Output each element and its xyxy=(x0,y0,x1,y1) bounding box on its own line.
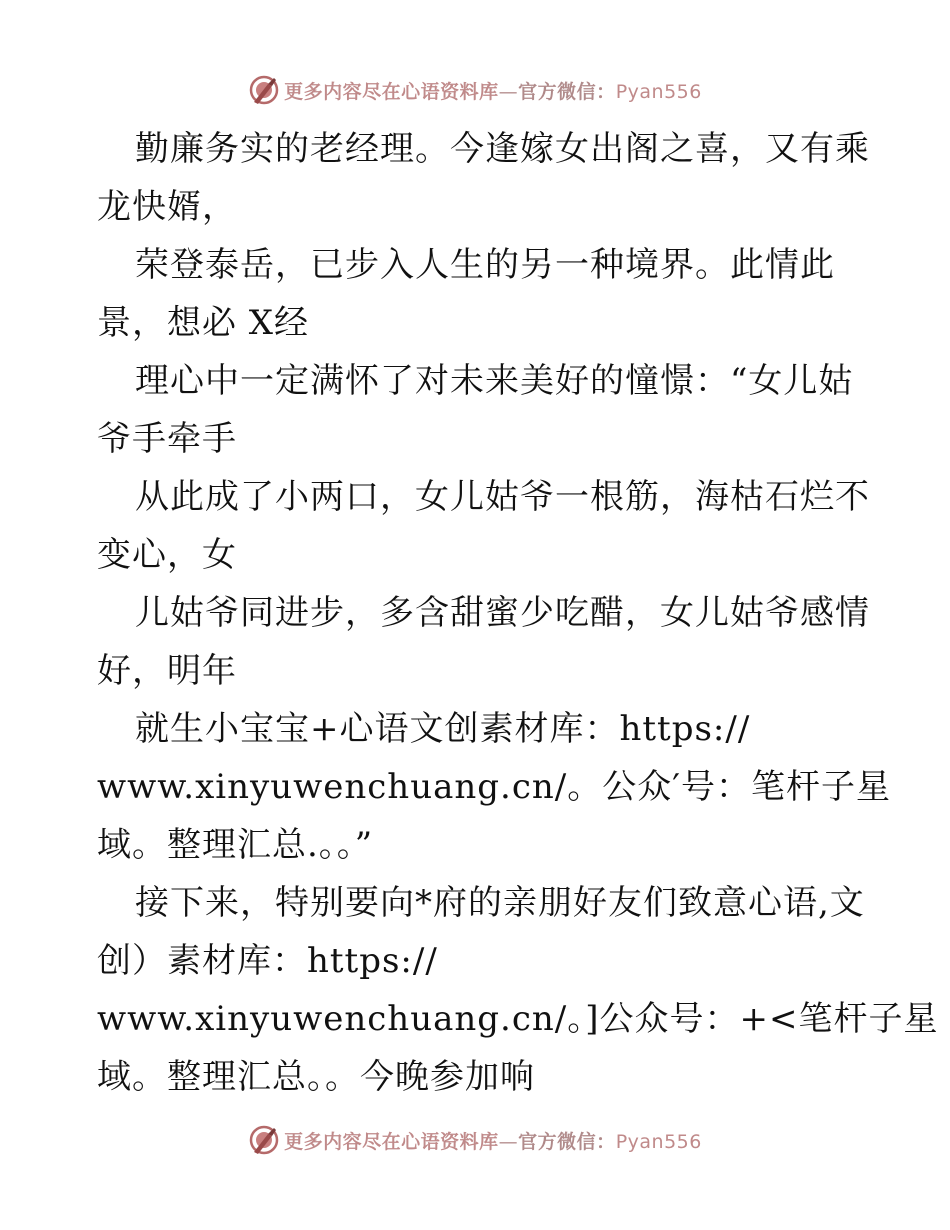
text-line: 龙快婿， xyxy=(97,187,237,227)
header-banner-text: 更多内容尽在心语资料库—官方微信：Pyan556 xyxy=(284,80,702,103)
text-line: 荣登泰岳，已步入人生的另一种境界。此情此 xyxy=(135,245,835,285)
text-line: 儿姑爷同进步，多含甜蜜少吃醋，女儿姑爷感情 xyxy=(135,593,870,633)
text-line: 从此成了小两口，女儿姑爷一根筋，海枯石烂不 xyxy=(135,477,870,517)
text-line: 接下来，特别要向*府的亲朋好友们致意心语,文 xyxy=(135,883,865,923)
text-line: 勤廉务实的老经理。今逢嫁女出阁之喜，又有乘 xyxy=(135,129,870,169)
header-banner xyxy=(0,70,950,110)
text-line: 变心，女 xyxy=(97,535,237,575)
text-line: www.xinyuwenchuang.cn/。公众′号：笔杆子星 xyxy=(97,767,891,807)
pen-logo-icon xyxy=(248,1124,280,1156)
text-line: 好，明年 xyxy=(97,651,237,691)
footer-banner-text: 更多内容尽在心语资料库—官方微信：Pyan556 xyxy=(284,1130,702,1153)
document-body xyxy=(97,120,939,1106)
pen-logo-icon xyxy=(248,74,280,106)
text-line: 景，想必 X经 xyxy=(97,303,310,343)
footer-banner xyxy=(0,1120,950,1160)
text-line: 爷手牵手 xyxy=(97,419,237,459)
text-line: 域。整理汇总.。。” xyxy=(97,825,374,865)
text-line: 创）素材库：https:// xyxy=(97,941,438,981)
text-line: 域。整理汇总。。今晚参加响 xyxy=(97,1057,535,1097)
text-line: 理心中一定满怀了对未来美好的憧憬：“女儿姑 xyxy=(135,361,854,401)
text-line: 就生小宝宝+心语文创素材库：https:// xyxy=(135,709,751,749)
text-line: www.xinyuwenchuang.cn/。]公众号：+<笔杆子星 xyxy=(97,999,939,1039)
